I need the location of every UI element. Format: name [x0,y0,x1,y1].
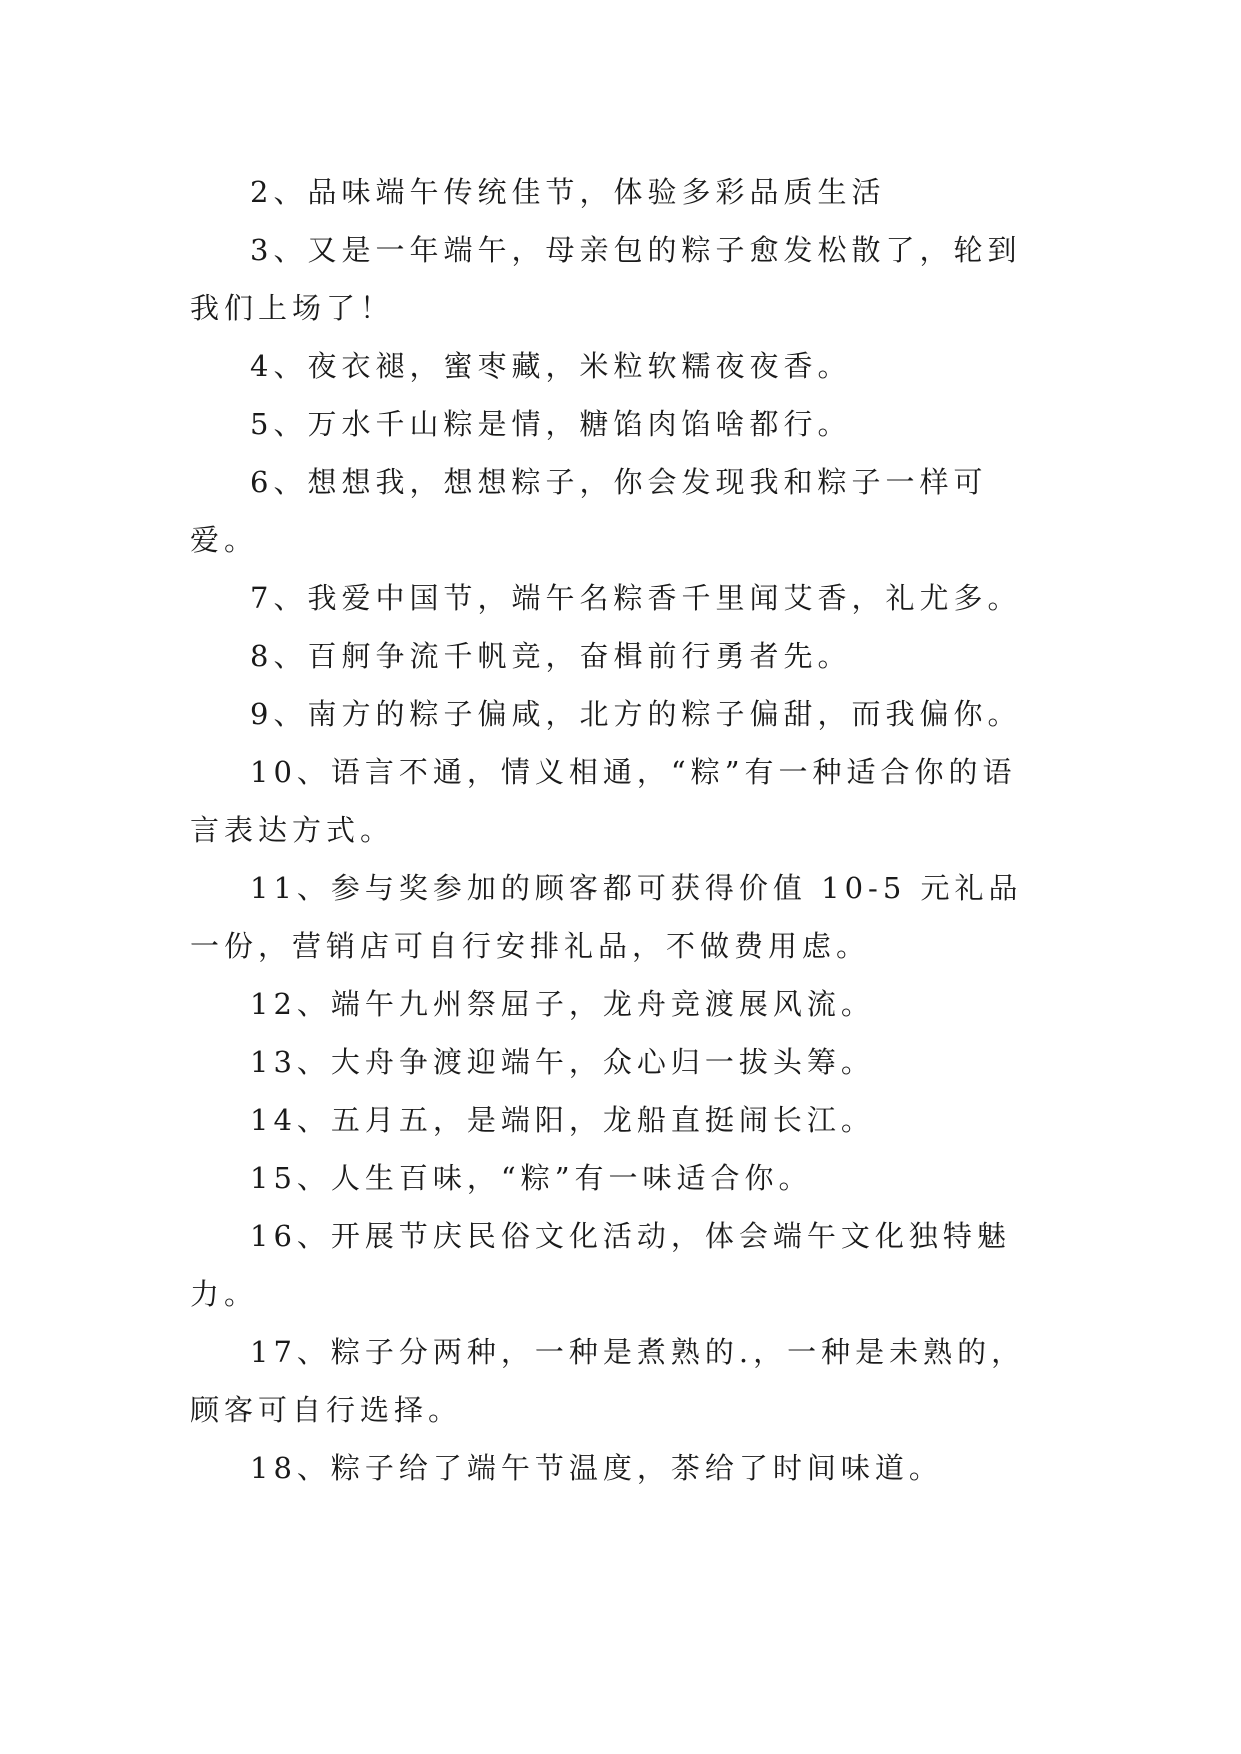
paragraph-11: 11、参与奖参加的顾客都可获得价值 10-5 元礼品一份，营销店可自行安排礼品，不做费用虑。 [190,871,1023,963]
paragraph-8: 8、百舸争流千帆竞，奋楫前行勇者先。 [250,639,852,673]
paragraph-12: 12、端午九州祭屈子，龙舟竞渡展风流。 [250,987,875,1021]
paragraph-7: 7、我爱中国节，端午名粽香千里闻艾香，礼尤多。 [250,581,1022,615]
paragraph-9: 9、南方的粽子偏咸，北方的粽子偏甜，而我偏你。 [250,697,1022,731]
paragraph-5: 5、万水千山粽是情，糖馅肉馅啥都行。 [250,407,852,441]
paragraph-2: 2、品味端午传统佳节，体验多彩品质生活 [250,175,886,209]
paragraph-4: 4、夜衣褪，蜜枣藏，米粒软糯夜夜香。 [250,349,852,383]
paragraph-18: 18、粽子给了端午节温度，茶给了时间味道。 [250,1451,943,1485]
paragraph-14: 14、五月五，是端阳，龙船直挺闹长江。 [250,1103,875,1137]
paragraph-15: 15、人生百味，“粽”有一味适合你。 [250,1161,813,1195]
paragraph-13: 13、大舟争渡迎端午，众心归一拔头筹。 [250,1045,875,1079]
paragraph-3: 3、又是一年端午，母亲包的粽子愈发松散了，轮到我们上场了！ [190,233,1022,325]
paragraph-17: 17、粽子分两种，一种是煮熟的.，一种是未熟的，顾客可自行选择。 [190,1335,1026,1427]
paragraph-16: 16、开展节庆民俗文化活动，体会端午文化独特魅力。 [190,1219,1011,1311]
paragraph-10: 10、语言不通，情义相通，“粽”有一种适合你的语言表达方式。 [190,755,1017,847]
paragraph-6: 6、想想我，想想粽子，你会发现我和粽子一样可爱。 [190,465,988,557]
document-body [190,163,1050,1497]
